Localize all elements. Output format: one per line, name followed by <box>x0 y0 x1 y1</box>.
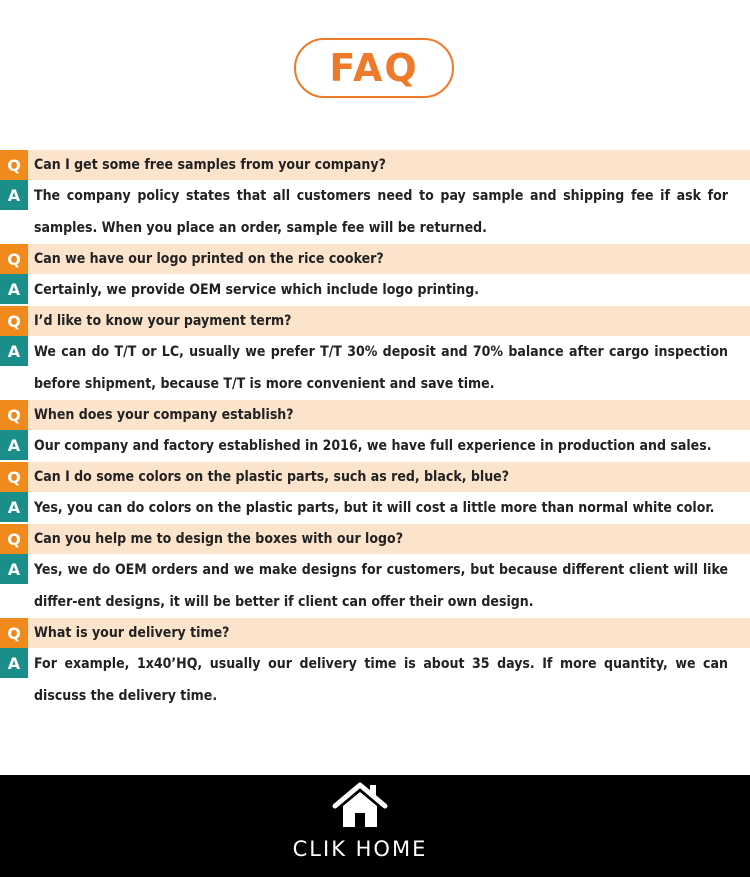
footer-bar <box>0 775 750 877</box>
answer-badge: A <box>0 554 28 584</box>
answer-text: Yes, we do OEM orders and we make designs for customers, but because different client will like differ-ent designs, it will be better if client can offer their own design. <box>34 562 728 610</box>
question-badge: Q <box>0 462 28 492</box>
question-badge: Q <box>0 244 28 274</box>
answer-text: For example, 1x40’HQ, usually our delivery time is about 35 days. If more quantity, we can discuss the delivery time. <box>34 656 728 704</box>
answer-text: Certainly, we provide OEM service which include logo printing. <box>34 282 480 298</box>
faq-answer-3 <box>0 336 750 400</box>
faq-list <box>0 150 750 712</box>
faq-answer-2 <box>0 274 750 306</box>
answer-badge: A <box>0 336 28 366</box>
question-badge: Q <box>0 150 28 180</box>
question-badge: Q <box>0 400 28 430</box>
faq-question-7 <box>0 618 750 648</box>
question-text: I’d like to know your payment term? <box>34 313 292 329</box>
faq-answer-5 <box>0 492 750 524</box>
question-text: Can I do some colors on the plastic parts, such as red, black, blue? <box>34 469 510 485</box>
answer-badge: A <box>0 274 28 304</box>
question-badge: Q <box>0 618 28 648</box>
faq-answer-4 <box>0 430 750 462</box>
faq-question-5 <box>0 462 750 492</box>
faq-answer-6 <box>0 554 750 618</box>
answer-text: Our company and factory established in 2016, we have full experience in production and sales. <box>34 438 712 454</box>
answer-badge: A <box>0 430 28 460</box>
faq-question-6 <box>0 524 750 554</box>
faq-question-1 <box>0 150 750 180</box>
faq-question-4 <box>0 400 750 430</box>
answer-badge: A <box>0 492 28 522</box>
answer-text: Yes, you can do colors on the plastic parts, but it will cost a little more than normal white color. <box>34 500 715 516</box>
question-text: What is your delivery time? <box>34 625 230 641</box>
question-text: Can you help me to design the boxes with our logo? <box>34 531 404 547</box>
question-badge: Q <box>0 524 28 554</box>
answer-text: The company policy states that all customers need to pay sample and shipping fee if ask for samples. When you place an order, sample fee will be returned. <box>34 188 728 236</box>
faq-title-frame <box>294 38 454 98</box>
faq-answer-7 <box>0 648 750 712</box>
page-title: FAQ <box>329 46 419 90</box>
question-text: When does your company establish? <box>34 407 294 423</box>
faq-question-3 <box>0 306 750 336</box>
answer-badge: A <box>0 180 28 210</box>
question-badge: Q <box>0 306 28 336</box>
question-text: Can we have our logo printed on the rice cooker? <box>34 251 384 267</box>
home-button[interactable] <box>285 775 435 877</box>
answer-text: We can do T/T or LC, usually we prefer T/T 30% deposit and 70% balance after cargo inspection before shipment, because T/T is more convenient and save time. <box>34 344 728 392</box>
faq-question-2 <box>0 244 750 274</box>
faq-answer-1 <box>0 180 750 244</box>
question-text: Can I get some free samples from your company? <box>34 157 386 173</box>
home-icon <box>332 781 388 829</box>
answer-badge: A <box>0 648 28 678</box>
home-label: CLIK HOME <box>292 837 428 861</box>
